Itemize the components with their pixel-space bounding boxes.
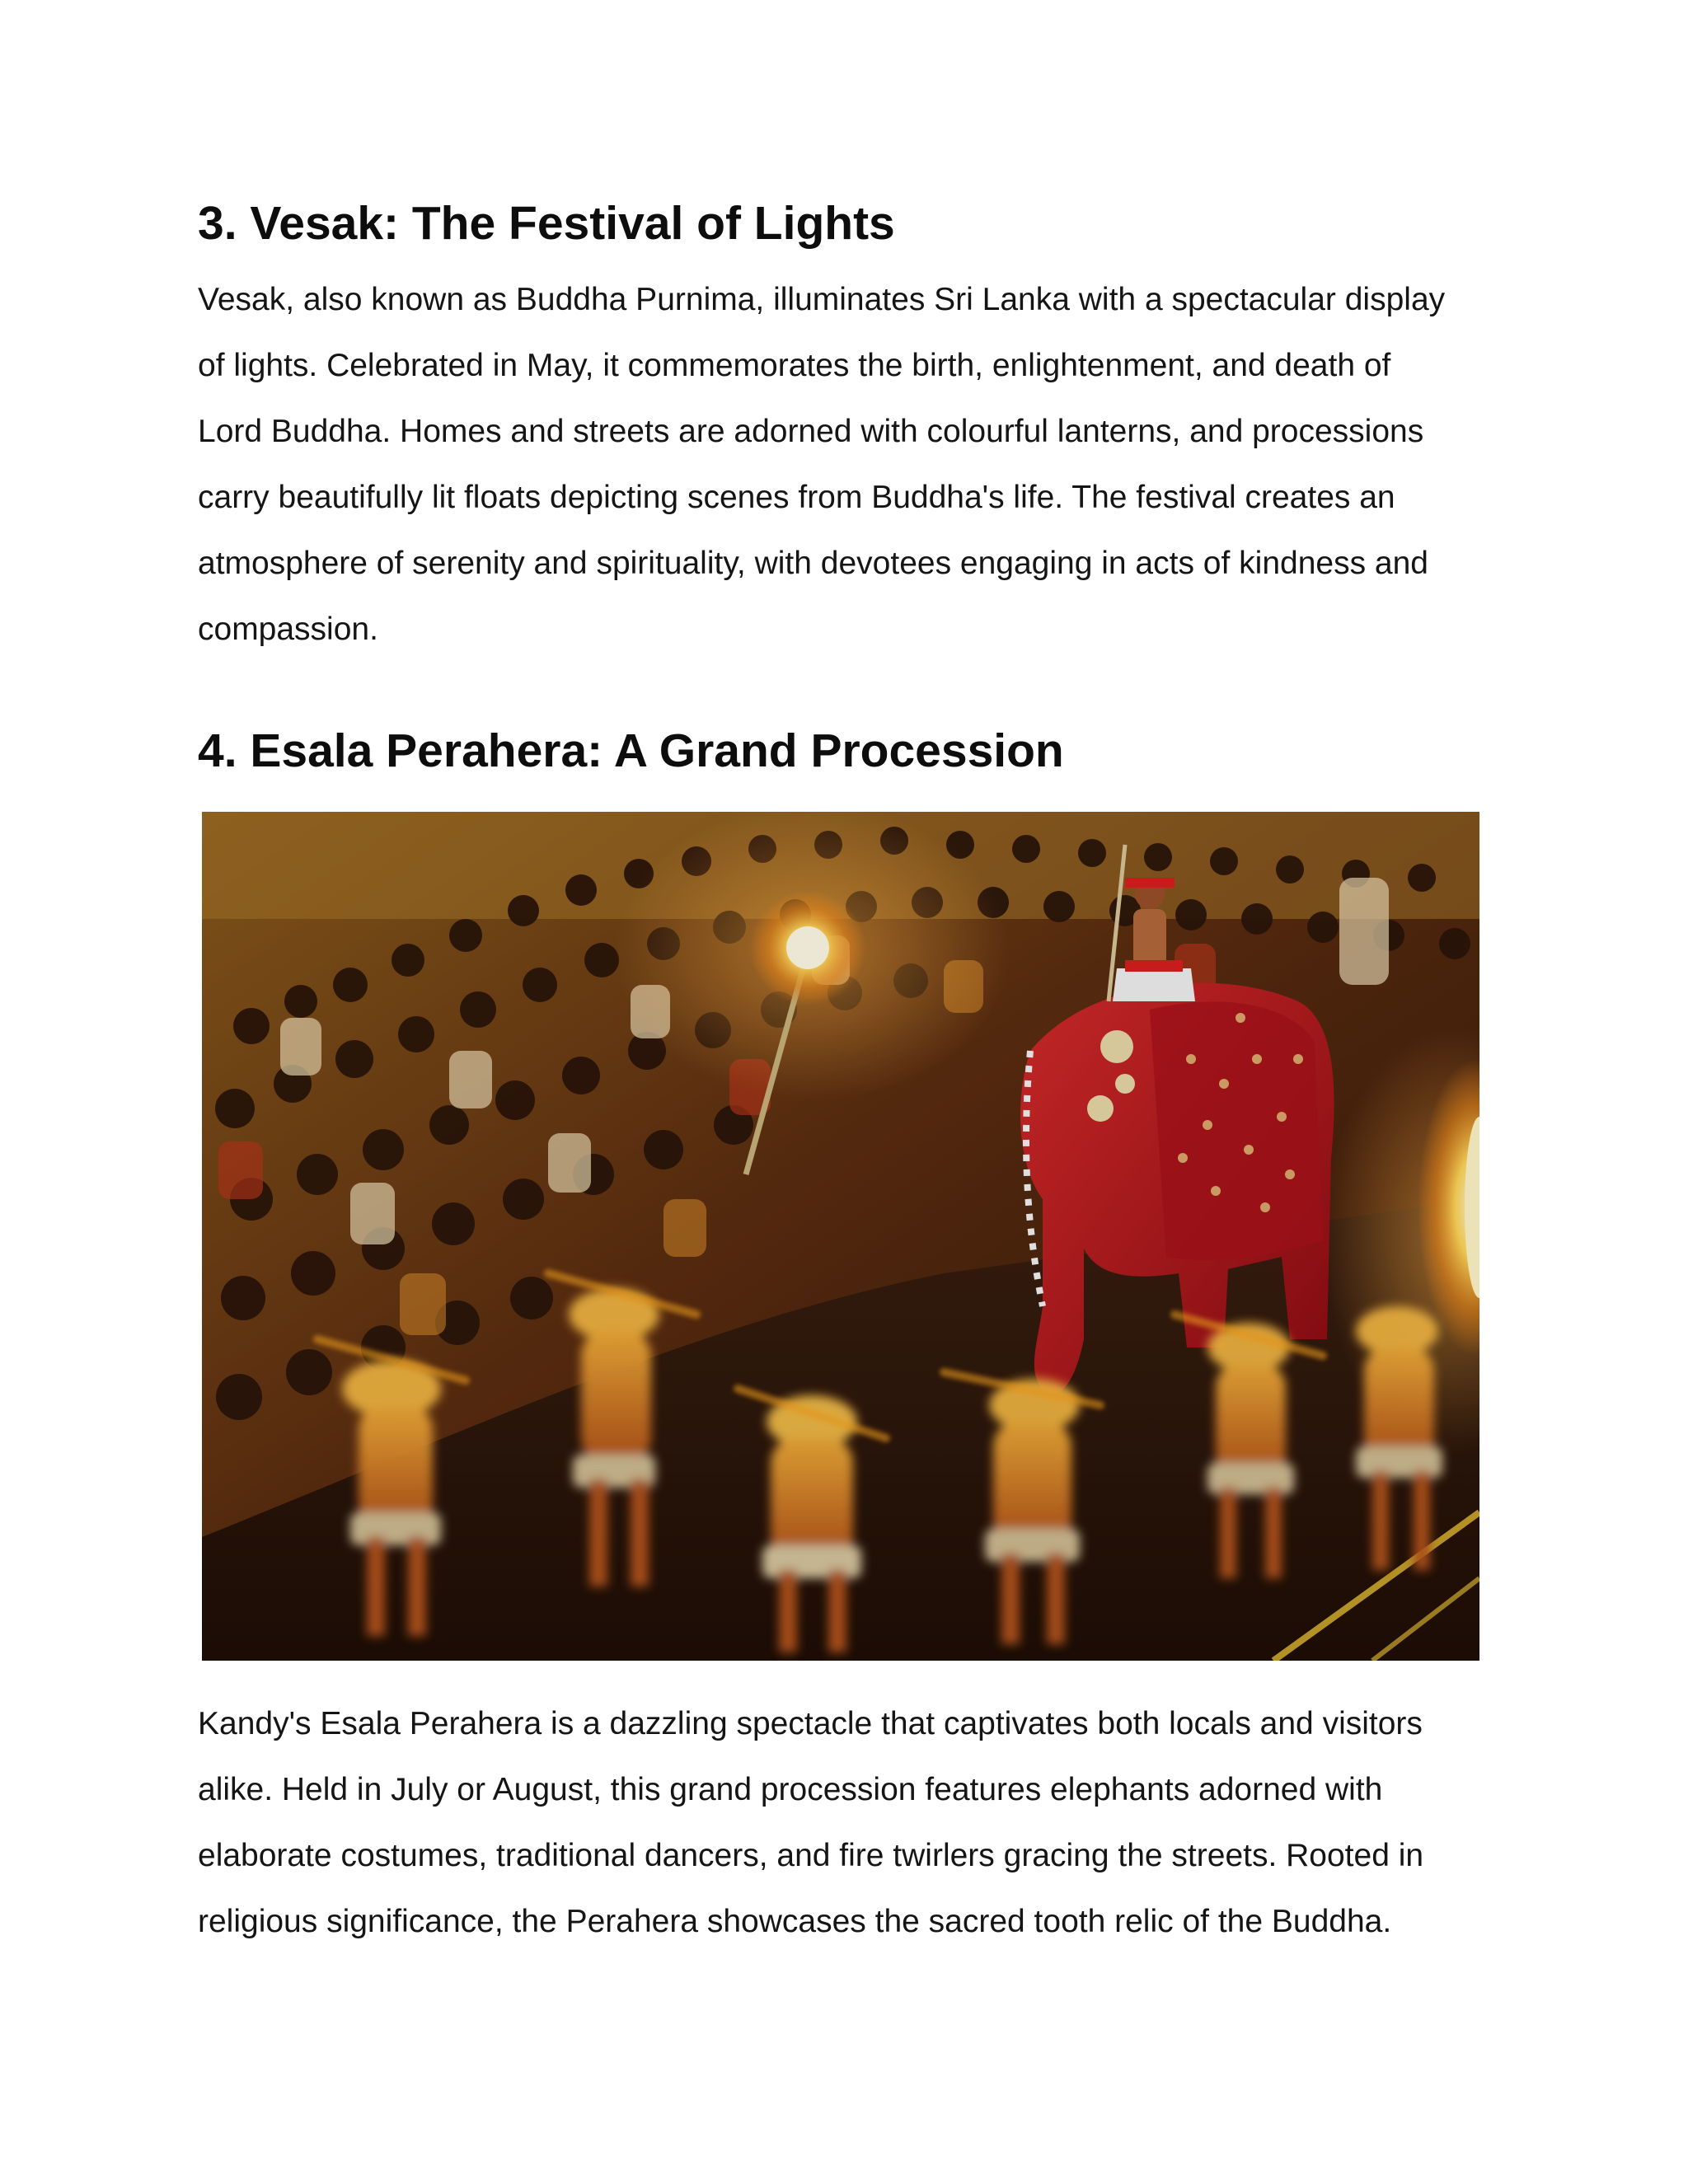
section-heading-vesak: 3. Vesak: The Festival of Lights <box>198 197 895 250</box>
paragraph-line: alike. Held in July or August, this grand procession features elephants adorned with <box>198 1772 1383 1807</box>
paragraph-line: elaborate costumes, traditional dancers, and fire twirlers gracing the streets. Rooted in <box>198 1838 1424 1873</box>
section-paragraph-vesak <box>198 267 1492 663</box>
paragraph-line: carry beautifully lit floats depicting scenes from Buddha's life. The festival creates an <box>198 480 1395 515</box>
paragraph-line: Kandy's Esala Perahera is a dazzling spectacle that captivates both locals and visitors <box>198 1706 1423 1741</box>
paragraph-line: compassion. <box>198 612 378 647</box>
paragraph-line: religious significance, the Perahera showcases the sacred tooth relic of the Buddha. <box>198 1904 1392 1939</box>
section-heading-esala-perahera: 4. Esala Perahera: A Grand Procession <box>198 724 1064 777</box>
paragraph-line: atmosphere of serenity and spirituality, with devotees engaging in acts of kindness and <box>198 546 1428 581</box>
paragraph-line: of lights. Celebrated in May, it commemorates the birth, enlightenment, and death of <box>198 348 1391 383</box>
paragraph-line: Lord Buddha. Homes and streets are adorned with colourful lanterns, and processions <box>198 414 1424 449</box>
esala-perahera-photo <box>202 812 1479 1661</box>
procession-illustration <box>202 812 1479 1661</box>
paragraph-line: Vesak, also known as Buddha Purnima, illuminates Sri Lanka with a spectacular display <box>198 282 1446 317</box>
section-paragraph-esala-perahera <box>198 1691 1492 1955</box>
